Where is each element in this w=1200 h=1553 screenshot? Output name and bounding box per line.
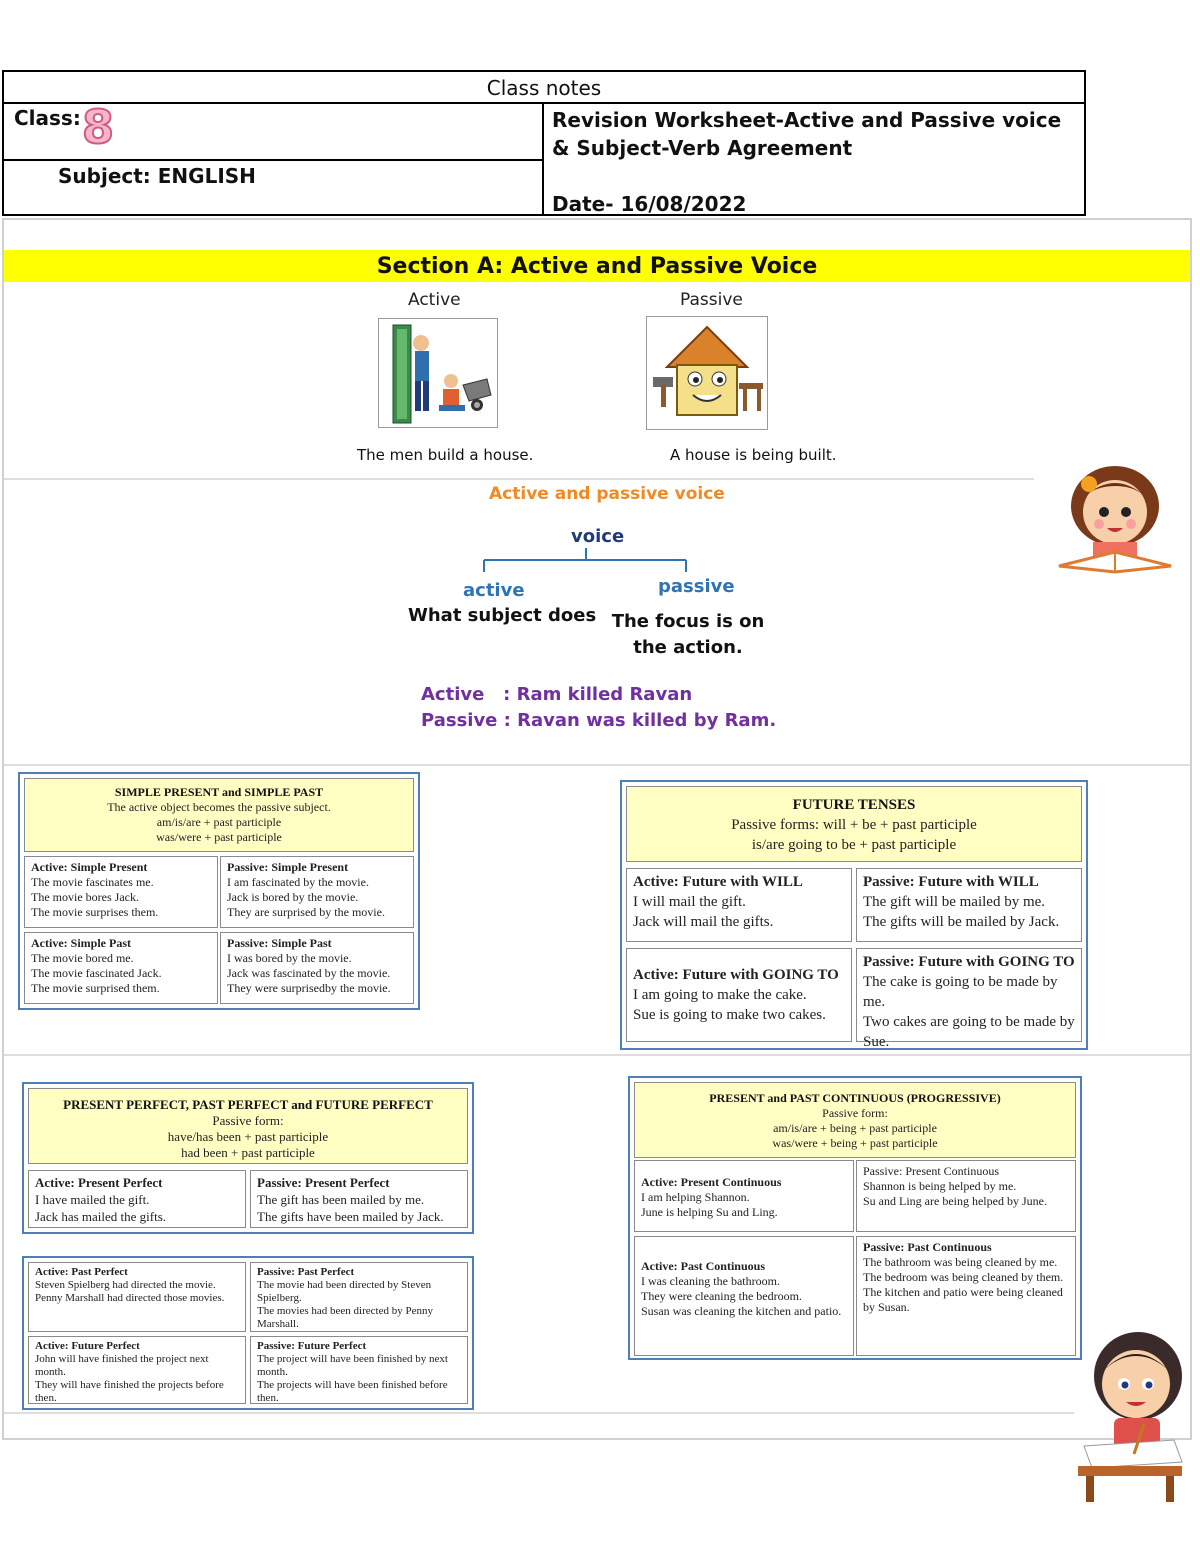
continuous-tenses-table [628,1076,1082,1360]
passive-caption: A house is being built. [670,446,837,464]
active-label: Active [408,290,461,310]
perfect-passive-future-cell: Passive: Future Perfect The project will have been finished by next month. The projects will have been finished before then. [250,1336,468,1404]
perfect-passive-past-cell: Passive: Past Perfect The movie had been directed by Steven Spielberg. The movies had been directed by Penny Marshall. [250,1262,468,1332]
diagram-title: Active and passive voice [489,484,725,504]
header-table [2,70,1086,216]
perfect-active-future-cell: Active: Future Perfect John will have finished the project next month. They will have finished the projects before then. [28,1336,246,1404]
continuous-passive-present-cell: Passive: Present Continuous Shannon is being helped by me. Su and Ling are being helped by June. [856,1160,1076,1232]
class-label: Class: [14,106,81,130]
perfect-active-past-cell: Active: Past Perfect Steven Spielberg had directed the movie. Penny Marshall had directed those movies. [28,1262,246,1332]
future-table-form2: is/are going to be + past participle [751,837,957,853]
perfect-active-present-cell: Active: Present Perfect I have mailed the gift. Jack has mailed the gifts. [28,1170,246,1228]
worksheet-title: Revision Worksheet-Active and Passive voice & Subject-Verb Agreement [552,108,1062,160]
simple-table-title: SIMPLE PRESENT and SIMPLE PAST [114,785,324,799]
future-table-title: FUTURE TENSES [792,797,916,813]
simple-passive-past-cell: Passive: Simple Past I was bored by the movie. Jack was fascinated by the movie. They were surprisedby the movie. [220,932,414,1004]
simple-table-form2: was/were + past participle [156,830,282,844]
active-caption: The men build a house. [357,446,534,464]
passive-node: passive [658,576,735,597]
simple-passive-present-cell: Passive: Simple Present I am fascinated by the movie. Jack is bored by the movie. They are surprised by the movie. [220,856,414,928]
simple-active-past-cell: Active: Simple Past The movie bored me. The movie fascinated Jack. The movie surprised them. [24,932,218,1004]
section-a-title: Section A: Active and Passive Voice [4,250,1190,282]
simple-table-form1: am/is/are + past participle [156,815,282,829]
girl-writing-icon [1074,1328,1192,1504]
active-node: active [463,580,525,601]
passive-label: Passive [680,290,743,310]
perfect-tenses-table-2 [22,1256,474,1410]
perfect-table-title: PRESENT PERFECT, PAST PERFECT and FUTURE PERFECT [63,1097,433,1112]
future-passive-goingto-cell: Passive: Future with GOING TO The cake is going to be made by me. Two cakes are going to be made by Sue. [856,948,1082,1042]
perfect-table-form2: had been + past participle [181,1145,315,1160]
active-definition: What subject does [408,605,597,626]
perfect-table-note: Passive form: [212,1113,284,1128]
builders-illustration [378,318,498,428]
future-tenses-table [620,780,1088,1050]
class-notes-title: Class notes [4,72,1084,104]
girl-writing-illustration [1074,1328,1192,1504]
builders-icon [379,319,497,427]
class-value: 8 [82,100,115,154]
continuous-active-past-cell: Active: Past Continuous I was cleaning the bathroom. They were cleaning the bedroom. Susan was cleaning the kitchen and patio. [634,1236,854,1356]
continuous-table-form1: am/is/are + being + past participle [773,1121,937,1135]
worksheet-date: Date- 16/08/2022 [552,192,747,216]
simple-active-present-cell: Active: Simple Present The movie fascinates me. The movie bores Jack. The movie surprises them. [24,856,218,928]
girl-reading-icon [1055,462,1175,574]
example-passive: Passive : Ravan was killed by Ram. [421,710,777,731]
girl-reading-illustration [1055,462,1175,574]
voice-root: voice [571,526,625,547]
voice-bracket [480,548,692,576]
simple-tenses-table [18,772,420,1010]
subject-label: Subject: ENGLISH [58,164,256,188]
house-illustration [646,316,768,430]
continuous-table-title: PRESENT and PAST CONTINUOUS (PROGRESSIVE) [709,1091,1001,1105]
continuous-passive-past-cell: Passive: Past Continuous The bathroom was being cleaned by me. The bedroom was being cleaned by them. The kitchen and patio were being cleaned by Susan. [856,1236,1076,1356]
future-table-form1: Passive forms: will + be + past participle [731,817,977,833]
continuous-table-form2: was/were + being + past participle [772,1136,938,1150]
house-icon [647,317,767,429]
passive-definition: The focus is on the action. [611,611,765,658]
perfect-table-form1: have/has been + past participle [167,1129,329,1144]
future-active-will-cell: Active: Future with WILL I will mail the gift. Jack will mail the gifts. [626,868,852,942]
future-passive-will-cell: Passive: Future with WILL The gift will be mailed by me. The gifts will be mailed by Jack. [856,868,1082,942]
example-active: Active : Ram killed Ravan [421,684,693,705]
continuous-table-note: Passive form: [822,1106,888,1120]
perfect-tenses-table [22,1082,474,1234]
continuous-active-present-cell: Active: Present Continuous I am helping Shannon. June is helping Su and Ling. [634,1160,854,1232]
perfect-passive-present-cell: Passive: Present Perfect The gift has been mailed by me. The gifts have been mailed by Jack. [250,1170,468,1228]
future-active-goingto-cell: Active: Future with GOING TO I am going to make the cake. Sue is going to make two cakes. [626,948,852,1042]
simple-table-note: The active object becomes the passive subject. [107,800,331,814]
